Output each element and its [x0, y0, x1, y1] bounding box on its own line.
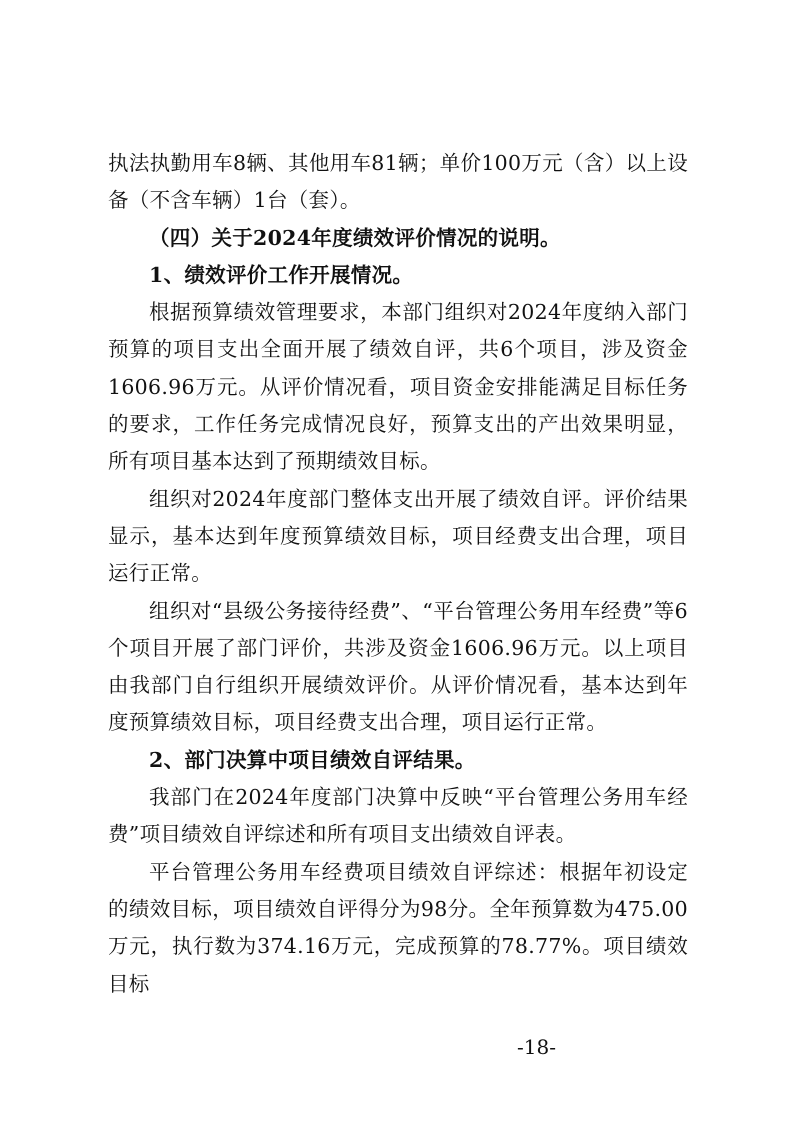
- subheading-evaluation-work: 1、绩效评价工作开展情况。: [149, 262, 414, 287]
- paragraph-continuation: 执法执勤用车8辆、其他用车81辆；单价100万元（含）以上设备（不含车辆）1台（套）。: [108, 151, 688, 213]
- paragraph-self-evaluation: 根据预算绩效管理要求，本部门组织对2024年度纳入部门预算的项目支出全面开展了绩效自评，共6个项目，涉及资金1606.96万元。从评价情况看，项目资金安排能满足目标任务的要求，工作任务完成情况良好，预算支出的产出效果明显，所有项目基本达到了预期绩效目标。: [108, 300, 688, 474]
- page-number: -18-: [517, 1035, 556, 1059]
- subheading-project-results: 2、部门决算中项目绩效自评结果。: [149, 747, 476, 772]
- section-heading-performance: （四）关于2024年度绩效评价情况的说明。: [149, 225, 561, 250]
- paragraph-final-accounts: 我部门在2024年度部门决算中反映“平台管理公务用车经费”项目绩效自评综述和所有项目支出绩效自评表。: [108, 785, 688, 847]
- paragraph-department-evaluation: 组织对“县级公务接待经费”、“平台管理公务用车经费”等6个项目开展了部门评价，共涉及资金1606.96万元。以上项目由我部门自行组织开展绩效评价。从评价情况看，基本达到年度预算绩效目标，项目经费支出合理，项目运行正常。: [108, 598, 688, 735]
- document-body: [108, 145, 688, 1003]
- paragraph-overall-expenditure: 组织对2024年度部门整体支出开展了绩效自评。评价结果显示，基本达到年度预算绩效目标，项目经费支出合理，项目运行正常。: [108, 486, 688, 586]
- paragraph-vehicle-summary: 平台管理公务用车经费项目绩效自评综述：根据年初设定的绩效目标，项目绩效自评得分为98分。全年预算数为475.00万元，执行数为374.16万元，完成预算的78.77%。项目绩效目标: [108, 859, 688, 996]
